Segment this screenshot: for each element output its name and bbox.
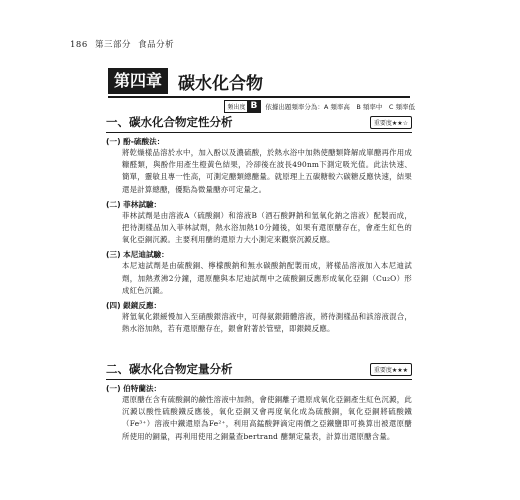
chapter-title <box>108 68 263 94</box>
section-header <box>106 114 412 133</box>
section-qualitative <box>106 114 412 335</box>
section-header <box>106 361 412 380</box>
importance-badge: 重要度★★☆ <box>370 116 412 129</box>
item-heading: (四) 銀鏡反應： <box>106 301 162 311</box>
item-heading: (二) 菲林試驗： <box>106 199 162 209</box>
list-item <box>106 136 412 196</box>
item-body: 將氫氧化銀緩慢加入至硝酸銀溶液中，可得氨銀錯體溶液，將待測樣品和該溶液混合，熱水浴加熱，若有還原醣存在，銀會附著於管壁，即銀鏡反應。 <box>122 312 412 334</box>
chapter-name: 碳水化合物 <box>178 73 264 94</box>
list-item <box>106 300 412 335</box>
section-title: 二、碳水化合物定量分析 <box>106 362 233 376</box>
frequency-badge <box>224 100 261 113</box>
page-number: 186 <box>70 40 88 50</box>
chapter-rule <box>108 96 410 98</box>
frequency-description: 依據出題頻率分為：A 頻率高 B 頻率中 C 頻率低 <box>265 103 415 111</box>
running-header <box>70 38 178 50</box>
list-item <box>106 383 412 443</box>
list-item <box>106 199 412 247</box>
subject-label: 食品分析 <box>138 40 175 50</box>
importance-badge: 重要度★★★ <box>370 363 412 376</box>
frequency-label: 頻出度 <box>227 104 246 111</box>
frequency-grade: B <box>247 101 260 112</box>
section-title: 一、碳水化合物定性分析 <box>106 115 233 129</box>
section-quantitative <box>106 361 412 443</box>
item-body: 還原醣在含有硫酸銅的鹼性溶液中加熱，會使銅離子還原成氧化亞銅產生紅色沉澱，此沉澱以酸性硫酸鐵反應後，氧化亞銅又會再度氧化成為硫酸銅，氧化亞銅將硫酸鐵（Fe³⁺）溶液中鐵還原為Fe²⁺，利用高錳酸鉀滴定兩價之亞鐵鹽即可換算出被還原醣所使用的銅量，再利用使用之銅量查bertrand 醣類定量表，計算出還原醣含量。 <box>122 395 412 441</box>
list-item <box>106 249 412 297</box>
frequency-legend <box>224 100 415 113</box>
item-heading: (三) 本尼迪試驗： <box>106 250 169 260</box>
chapter-number: 第四章 <box>108 68 168 94</box>
item-heading: (一) 酚-硫酸法： <box>106 137 165 146</box>
item-heading: (一) 伯特蘭法： <box>106 384 162 393</box>
part-label: 第三部分 <box>94 40 131 50</box>
item-body: 菲林試劑是由溶液A（硫酸銅）和溶液B（酒石酸鉀鈉和氫氧化鈉之溶液）配製而成，把待測樣品加入菲林試劑，熱水浴加熱10分鐘後，如果有還原醣存在，會產生紅色的氧化亞銅沉澱。主要利用醣的還原力大小測定來觀察沉澱反應。 <box>122 210 412 245</box>
item-body: 本尼迪試劑是由硫酸銅、檸檬酸鈉和無水碳酸鈉配製而成，將樣品溶液加入本尼迪試劑，加熱煮沸2分鐘，還原醣與本尼迪試劑中之硫酸銅反應形成氧化亞銅（Cu₂O）形成紅色沉澱。 <box>122 261 412 295</box>
item-body: 將乾燥樣品溶於水中，加入酚以及濃硫酸，於熱水浴中加熱使醣類降解成單醣再作用成糠醛類，與酚作用產生橙黃色結果，冷卻後在波長490nm下測定吸光值。此法快速、簡單，靈敏且專一性高，可測定醣類總醣量。就原理上五碳糖較六碳糖反應快速，結果還是計算總醣，優點為微量醣亦可定量之。 <box>122 148 412 194</box>
